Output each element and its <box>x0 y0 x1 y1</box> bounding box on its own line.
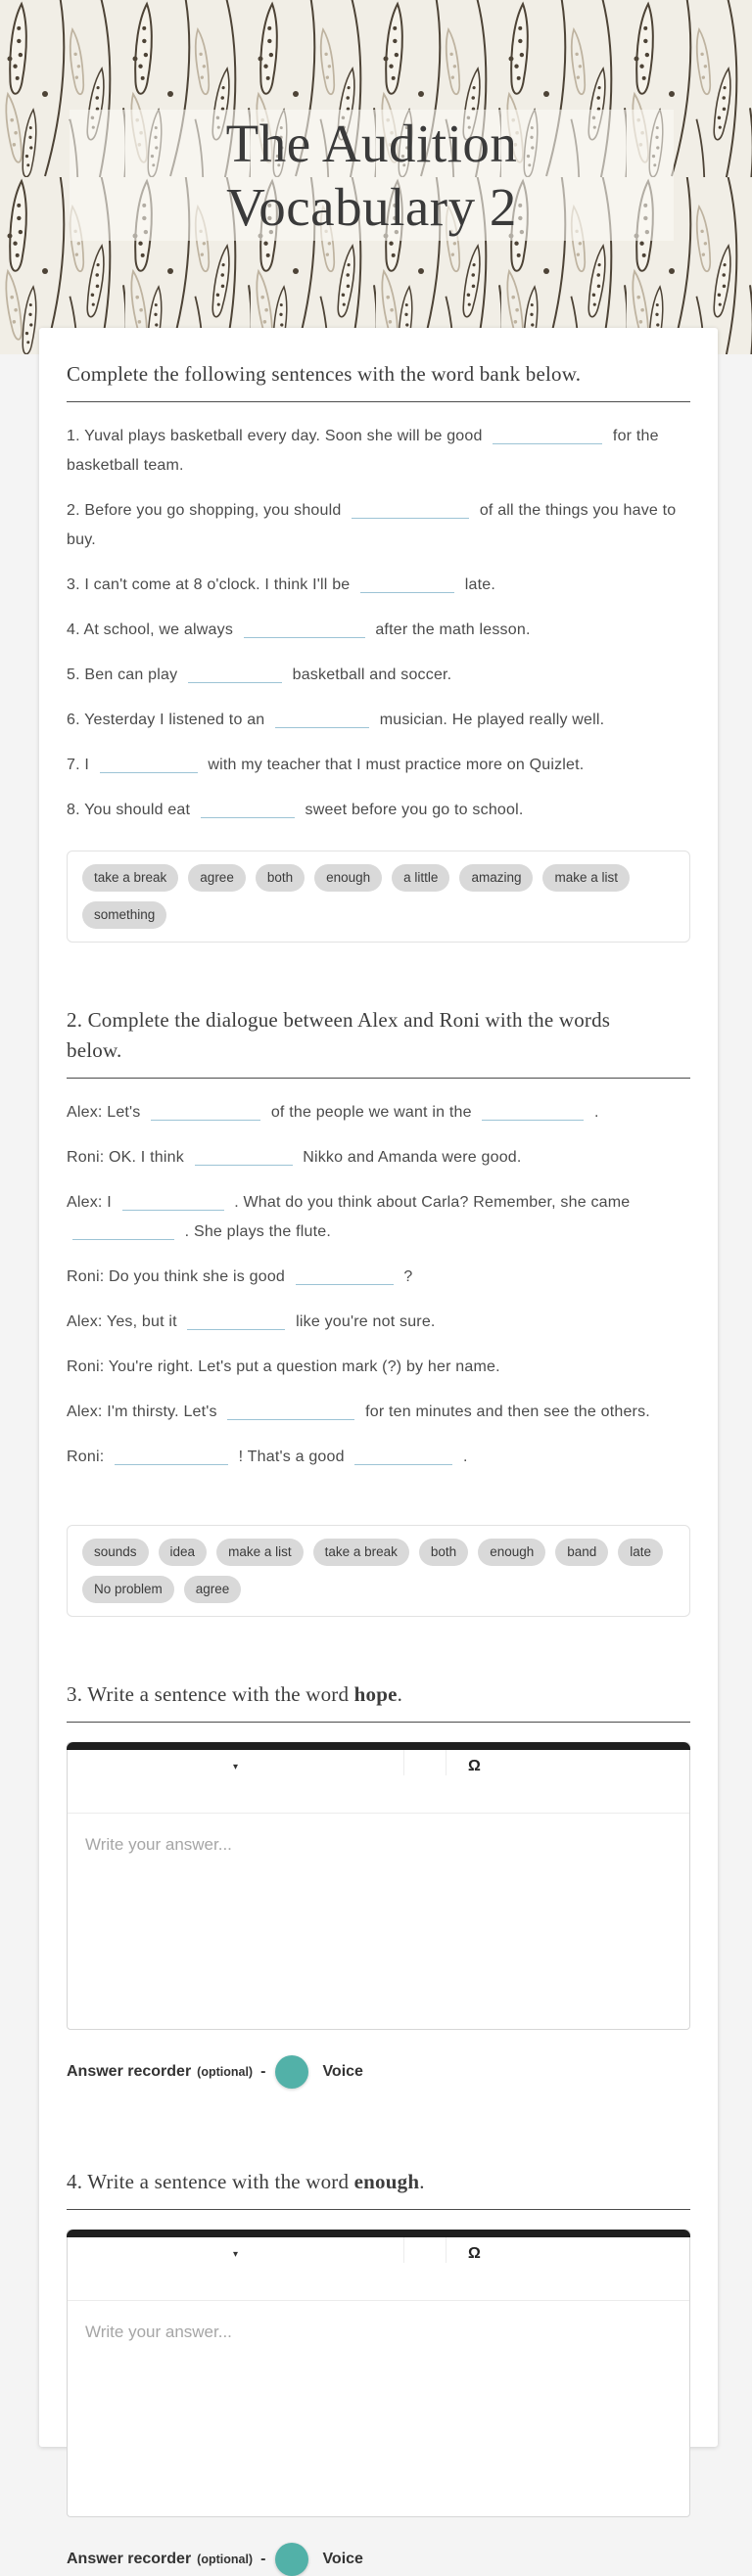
heading-divider <box>67 1722 690 1723</box>
heading-divider <box>67 1078 690 1079</box>
worksheet-title <box>70 110 674 241</box>
recorder-label: Answer recorder <box>67 2063 192 2080</box>
dialogue-line <box>67 1263 690 1292</box>
word-bank <box>67 851 690 943</box>
chevron-down-icon: ▾ <box>232 1762 239 1772</box>
format-dropdown[interactable] <box>68 1750 403 1772</box>
answer-blank[interactable] <box>115 1447 228 1465</box>
sentence-text: basketball and soccer. <box>292 667 452 683</box>
answer-blank[interactable] <box>244 620 365 638</box>
word-bank-pill[interactable]: take a break <box>313 1539 409 1566</box>
word-bank-pill[interactable]: both <box>419 1539 468 1566</box>
answer-blank[interactable] <box>227 1402 354 1420</box>
answer-blank[interactable] <box>201 800 295 818</box>
editor-top-bar <box>67 1742 690 1750</box>
worksheet-header <box>0 0 752 354</box>
toolbar-spacer <box>404 2237 446 2263</box>
word-bank-pill[interactable]: idea <box>159 1539 208 1566</box>
section-heading: Complete the following sentences with the word bank below. <box>67 362 582 386</box>
word-bank <box>67 1525 690 1617</box>
voice-record-button[interactable] <box>275 2543 308 2576</box>
word-bank-pill[interactable]: make a list <box>542 864 630 892</box>
recorder-dash: - <box>260 2063 266 2080</box>
voice-label: Voice <box>322 2063 363 2080</box>
answer-textarea[interactable] <box>68 2301 689 2516</box>
answer-blank[interactable] <box>187 1311 285 1330</box>
recorder-dash: - <box>260 2551 266 2567</box>
sentence-text: like you're not sure. <box>296 1313 436 1330</box>
sentence-text: Nikko and Amanda were good. <box>303 1149 522 1166</box>
answer-blank[interactable] <box>151 1102 260 1121</box>
answer-blank[interactable] <box>493 426 602 444</box>
chevron-down-icon: ▾ <box>232 2249 239 2260</box>
format-dropdown[interactable] <box>68 2237 403 2260</box>
sentence <box>67 796 690 825</box>
sentence-text: Alex: Let's <box>67 1104 141 1121</box>
dialogue-line <box>67 1443 690 1472</box>
editor-top-bar <box>67 2230 690 2237</box>
word-bank-pill[interactable]: amazing <box>459 864 533 892</box>
answer-blank[interactable] <box>122 1192 224 1211</box>
sentence-text: of the people we want in the <box>270 1104 472 1121</box>
recorder-optional-label: (optional) <box>197 2065 254 2079</box>
answer-recorder <box>67 2543 690 2576</box>
word-bank-pill[interactable]: enough <box>478 1539 545 1566</box>
heading-divider <box>67 401 690 402</box>
sentence-text: Roni: OK. I think <box>67 1149 184 1166</box>
answer-blank[interactable] <box>188 665 282 683</box>
sentence-text: Roni: Do you think she is good <box>67 1268 286 1285</box>
section-heading: 2. Complete the dialogue between Alex and Roni with the words below. <box>67 1008 611 1062</box>
sentence-text: with my teacher that I must practice more on Quizlet. <box>208 757 585 773</box>
sentence-text: . <box>463 1449 468 1465</box>
worksheet-card <box>39 328 718 2567</box>
answer-blank[interactable] <box>275 710 369 728</box>
sentence-text: late. <box>464 576 495 593</box>
answer-blank[interactable] <box>354 1447 452 1465</box>
sentence-text: 3. I can't come at 8 o'clock. I think I'll be <box>67 576 351 593</box>
sentence-text: of all the things you have to buy. <box>67 502 677 548</box>
answer-editor <box>67 2230 690 2517</box>
sentence <box>67 496 690 555</box>
word-bank-pill[interactable]: take a break <box>82 864 178 892</box>
sentence <box>67 571 690 600</box>
dialogue-line <box>67 1308 690 1337</box>
heading-keyword: hope <box>353 1682 398 1706</box>
word-bank-pill[interactable]: agree <box>188 864 246 892</box>
section-heading <box>67 1679 690 1710</box>
sentence-text: 1. Yuval plays basketball every day. Soon she will be good <box>67 428 483 444</box>
sentence <box>67 661 690 690</box>
answer-blank[interactable] <box>195 1147 293 1166</box>
answer-textarea[interactable] <box>68 1814 689 2029</box>
sentence-text: for the basketball team. <box>67 428 659 474</box>
title-line-2: Vocabulary 2 <box>226 177 517 237</box>
sentence-text: Roni: You're right. Let's put a question mark (?) by her name. <box>67 1358 500 1375</box>
sentence-text: . What do you think about Carla? Remember, she came <box>234 1194 631 1211</box>
word-bank-pill[interactable]: make a list <box>216 1539 304 1566</box>
dialogue-line <box>67 1398 690 1427</box>
section-dialogue <box>67 1005 690 1617</box>
sentence <box>67 616 690 645</box>
sentence-text: Roni: <box>67 1449 105 1465</box>
answer-blank[interactable] <box>352 500 469 519</box>
sentence-text: for ten minutes and then see the others. <box>365 1403 650 1420</box>
heading-text: . <box>397 1682 403 1706</box>
sentence-text: musician. He played really well. <box>379 712 605 728</box>
answer-editor <box>67 1742 690 2030</box>
sentence-text: Alex: Yes, but it <box>67 1313 177 1330</box>
word-bank-pill[interactable]: a little <box>392 864 449 892</box>
title-line-1: The Audition <box>225 114 518 173</box>
editor-toolbar <box>68 1750 689 1814</box>
answer-blank[interactable] <box>360 575 454 593</box>
toolbar-spacer <box>404 1750 446 1775</box>
dialogue-line <box>67 1098 690 1127</box>
editor-toolbar <box>68 2237 689 2301</box>
sentence-text: Alex: I'm thirsty. Let's <box>67 1403 217 1420</box>
word-bank-pill[interactable]: late <box>618 1539 663 1566</box>
sentence-text: ! That's a good <box>238 1449 345 1465</box>
voice-label: Voice <box>322 2551 363 2567</box>
word-bank-pill[interactable]: enough <box>314 864 382 892</box>
section-write-hope <box>67 1679 690 2089</box>
section-heading <box>67 2167 690 2197</box>
sentence-text: Alex: I <box>67 1194 112 1211</box>
word-bank-pill[interactable]: No problem <box>82 1576 174 1603</box>
word-bank-pill[interactable]: something <box>82 901 166 929</box>
sentence-text: 4. At school, we always <box>67 621 234 638</box>
answer-blank[interactable] <box>296 1266 394 1285</box>
heading-text: . <box>419 2170 425 2193</box>
word-bank-pill[interactable]: sounds <box>82 1539 149 1566</box>
section-write-enough <box>67 2167 690 2576</box>
sentence <box>67 751 690 780</box>
word-bank-pill[interactable]: agree <box>184 1576 242 1603</box>
sentence-text: ? <box>403 1268 413 1285</box>
word-bank-pill[interactable]: band <box>555 1539 608 1566</box>
sentence <box>67 706 690 735</box>
dialogue-line <box>67 1143 690 1173</box>
answer-blank[interactable] <box>72 1221 174 1240</box>
sentence-text: after the math lesson. <box>375 621 531 638</box>
voice-record-button[interactable] <box>275 2055 308 2089</box>
sentence <box>67 422 690 481</box>
heading-divider <box>67 2209 690 2210</box>
heading-text: 3. Write a sentence with the word <box>67 1682 354 1706</box>
sentence-text: . <box>594 1104 599 1121</box>
special-characters-button[interactable]: Ω <box>446 2237 481 2263</box>
dialogue-line <box>67 1353 690 1382</box>
answer-blank[interactable] <box>100 755 198 773</box>
recorder-optional-label: (optional) <box>197 2553 254 2566</box>
sentence-text: sweet before you go to school. <box>305 802 524 818</box>
sentence-text: . She plays the flute. <box>184 1223 332 1240</box>
dialogue-line <box>67 1188 690 1247</box>
word-bank-pill[interactable]: both <box>256 864 305 892</box>
heading-keyword: enough <box>353 2170 420 2193</box>
section-fill-sentences <box>67 359 690 943</box>
heading-text: 4. Write a sentence with the word <box>67 2170 354 2193</box>
sentence-text: 8. You should eat <box>67 802 191 818</box>
sentence-text: 5. Ben can play <box>67 667 178 683</box>
special-characters-button[interactable]: Ω <box>446 1750 481 1775</box>
recorder-label: Answer recorder <box>67 2551 192 2567</box>
sentence-text: 2. Before you go shopping, you should <box>67 502 342 519</box>
sentence-text: 6. Yesterday I listened to an <box>67 712 265 728</box>
sentence-text: 7. I <box>67 757 90 773</box>
answer-blank[interactable] <box>482 1102 584 1121</box>
answer-recorder <box>67 2055 690 2089</box>
